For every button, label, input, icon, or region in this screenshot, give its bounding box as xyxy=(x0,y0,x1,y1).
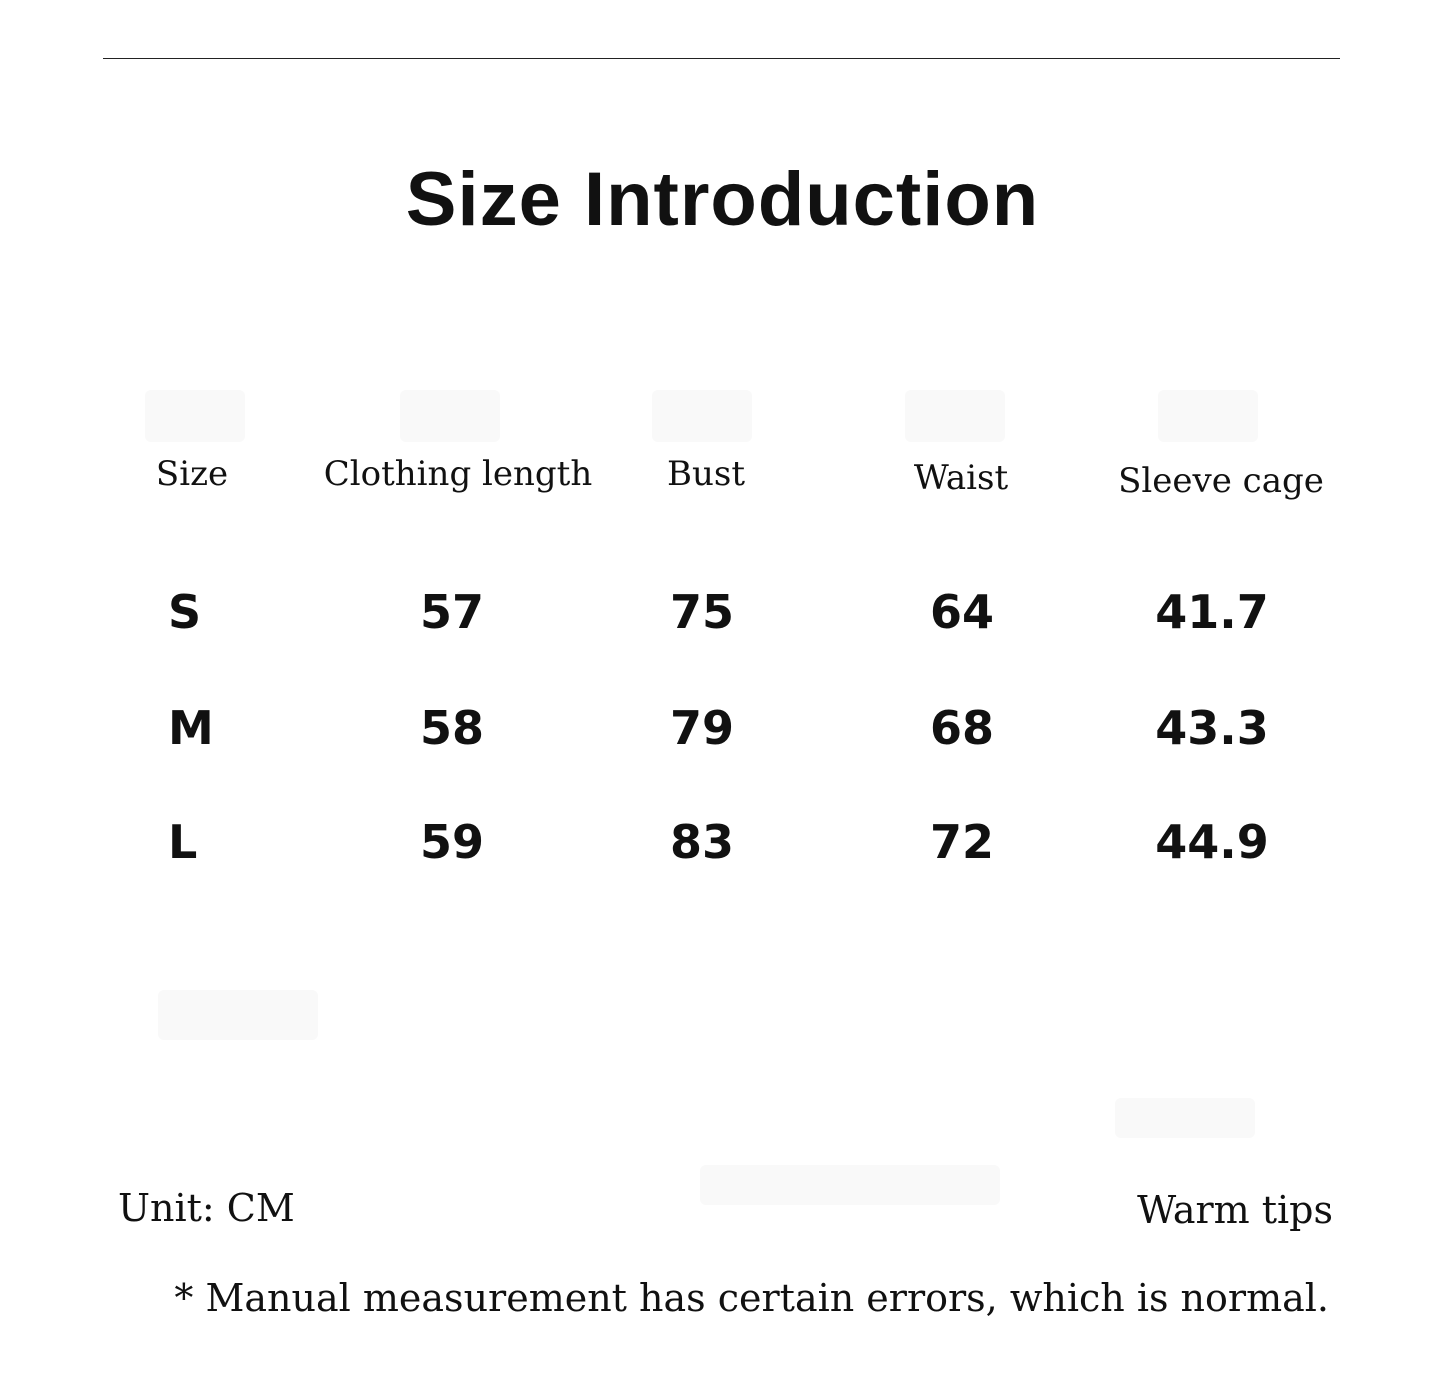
background-artifact xyxy=(700,1165,1000,1205)
row-m-clothing-length: 58 xyxy=(419,701,485,755)
background-artifact xyxy=(1158,390,1258,442)
row-l-size: L xyxy=(168,815,198,869)
row-s-clothing-length: 57 xyxy=(419,585,485,639)
row-m-waist: 68 xyxy=(929,701,995,755)
background-artifact xyxy=(400,390,500,442)
header-waist: Waist xyxy=(913,458,1009,498)
row-l-clothing-length: 59 xyxy=(419,815,485,869)
page-title: Size Introduction xyxy=(405,157,1040,242)
row-m-sleeve-cage: 43.3 xyxy=(1155,701,1269,755)
row-l-sleeve-cage: 44.9 xyxy=(1155,815,1269,869)
unit-label: Unit: CM xyxy=(118,1186,295,1230)
measurement-note: * Manual measurement has certain errors, which is normal. xyxy=(174,1276,1329,1320)
row-m-bust: 79 xyxy=(669,701,735,755)
background-artifact xyxy=(652,390,752,442)
background-artifact xyxy=(145,390,245,442)
top-divider xyxy=(103,58,1340,59)
header-size: Size xyxy=(155,454,229,494)
row-m-size: M xyxy=(168,701,214,755)
row-l-bust: 83 xyxy=(669,815,735,869)
background-artifact xyxy=(905,390,1005,442)
background-artifact xyxy=(1115,1098,1255,1138)
header-sleeve-cage: Sleeve cage xyxy=(1118,461,1324,501)
warm-tips-title: Warm tips xyxy=(1137,1188,1333,1232)
row-l-waist: 72 xyxy=(929,815,995,869)
header-clothing-length: Clothing length xyxy=(323,454,593,494)
row-s-bust: 75 xyxy=(669,585,735,639)
header-bust: Bust xyxy=(667,454,745,494)
background-artifact xyxy=(158,990,318,1040)
row-s-sleeve-cage: 41.7 xyxy=(1155,585,1269,639)
row-s-waist: 64 xyxy=(929,585,995,639)
row-s-size: S xyxy=(168,585,202,639)
